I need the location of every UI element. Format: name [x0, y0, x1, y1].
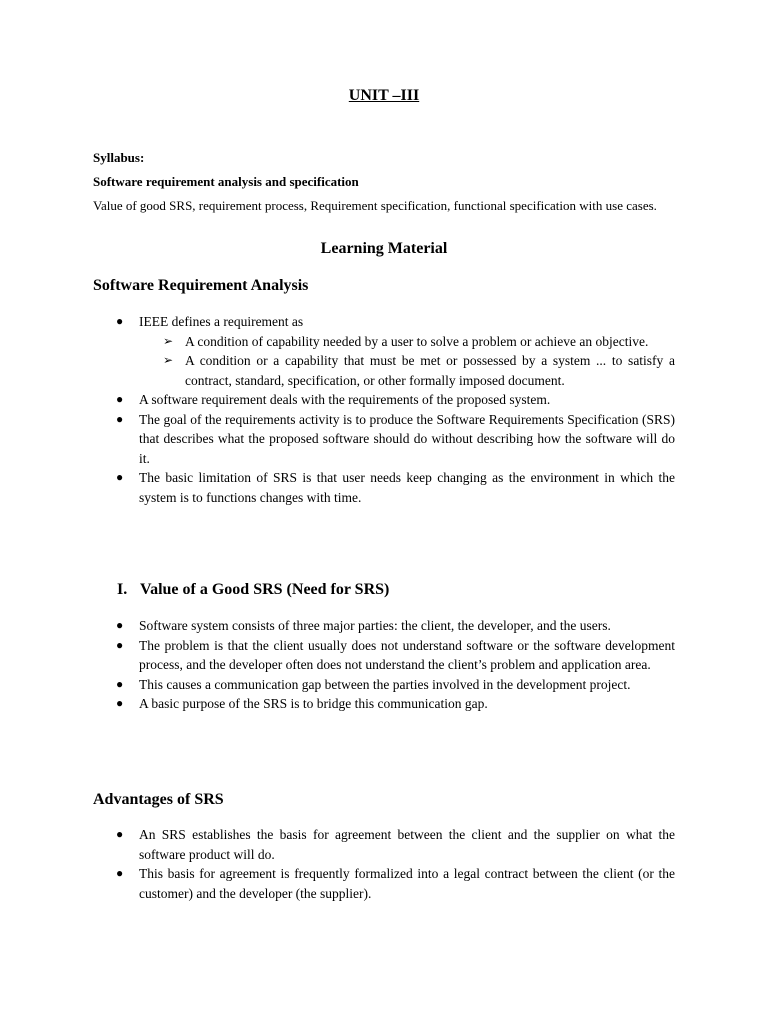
heading-software-requirement-analysis: Software Requirement Analysis [93, 277, 309, 294]
bullet-icon: ● [116, 618, 124, 632]
list-item [93, 410, 675, 469]
bullet-icon: ● [116, 676, 124, 691]
value-bullet-list [93, 616, 675, 714]
syllabus-text: Value of good SRS, requirement process, Requirement specification, functional specification with use cases. [93, 198, 657, 213]
list-item-text: Software system consists of three major parties: the client, the developer, and the users. [139, 618, 611, 633]
arrow-bullet-icon: ➢ [163, 333, 174, 348]
section-number: I. [117, 581, 128, 598]
bullet-icon: ● [116, 392, 124, 406]
bullet-icon: ● [116, 411, 124, 426]
list-item-text: This causes a communication gap between the parties involved in the development project. [139, 676, 631, 692]
list-item [93, 616, 675, 636]
list-item [93, 312, 675, 390]
list-item [93, 825, 675, 864]
syllabus-label: Syllabus: [93, 150, 145, 165]
ieee-definition: A condition or a capability that must be met or possessed by a system ... to satisfy a contract, standard, specification, or other formally imposed document. [185, 353, 675, 388]
heading-value-of-good-srs [117, 581, 389, 599]
list-item-text: A software requirement deals with the requirements of the proposed system. [139, 392, 551, 407]
list-item-text: This basis for agreement is frequently formalized into a legal contract between the client (or the customer) and the developer (the supplier). [139, 866, 675, 901]
ieee-definition-list [139, 332, 675, 391]
list-item [93, 390, 675, 410]
bullet-icon: ● [116, 866, 124, 880]
list-item [93, 636, 675, 675]
ieee-intro: IEEE defines a requirement as [139, 314, 304, 329]
learning-material-title: Learning Material [320, 240, 448, 257]
bullet-icon: ● [116, 470, 124, 484]
section-heading-text: Value of a Good SRS (Need for SRS) [140, 581, 390, 598]
list-item-text: A basic purpose of the SRS is to bridge this communication gap. [139, 696, 488, 711]
list-item [139, 351, 675, 390]
arrow-bullet-icon: ➢ [163, 353, 174, 367]
bullet-icon: ● [116, 827, 124, 841]
list-item-text: An SRS establishes the basis for agreement between the client and the supplier on what the software product will do. [139, 827, 675, 862]
list-item-text: The basic limitation of SRS is that user needs keep changing as the environment in which the system is to functions changes with time. [139, 470, 675, 505]
list-item [93, 468, 675, 507]
unit-title: UNIT –III [348, 87, 420, 104]
list-item-text: The problem is that the client usually does not understand software or the software development process, and the developer often does not understand the client’s problem and application area. [139, 637, 675, 672]
list-item [139, 332, 675, 352]
syllabus-topic: Software requirement analysis and specification [93, 174, 359, 189]
bullet-icon: ● [116, 696, 124, 710]
list-item [93, 675, 675, 695]
analysis-bullet-list [93, 312, 675, 507]
list-item [93, 694, 675, 714]
heading-advantages-of-srs: Advantages of SRS [93, 791, 224, 808]
list-item-text: The goal of the requirements activity is to produce the Software Requirements Specification (SRS) that describes what the proposed software should do without describing how the software will do it. [139, 411, 675, 466]
bullet-icon: ● [116, 637, 124, 652]
list-item [93, 864, 675, 903]
advantages-bullet-list [93, 825, 675, 903]
bullet-icon: ● [116, 314, 124, 328]
ieee-definition: A condition of capability needed by a user to solve a problem or achieve an objective. [185, 333, 649, 349]
